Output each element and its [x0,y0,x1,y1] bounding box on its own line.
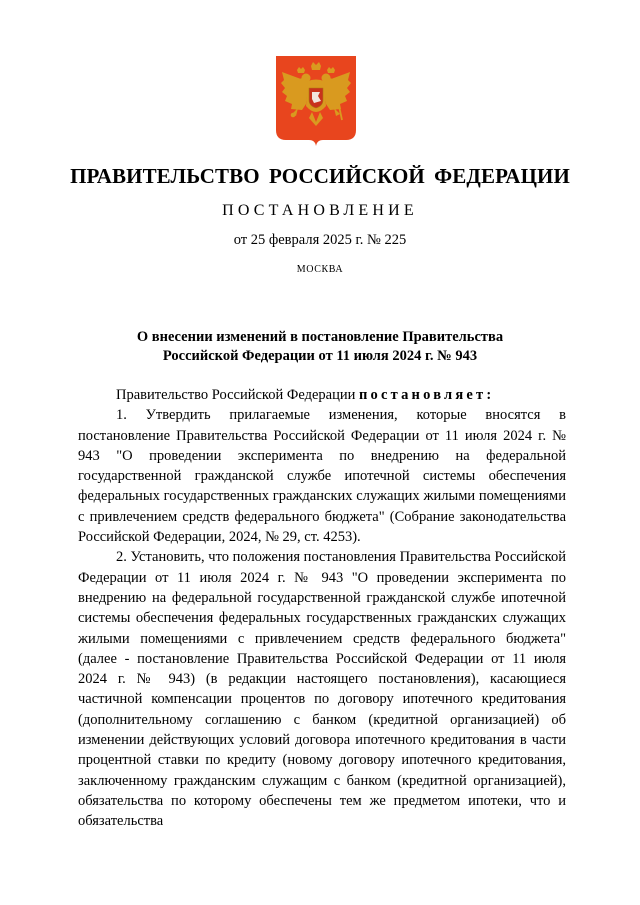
document-city: МОСКВА [296,264,344,275]
russian-coat-of-arms-icon [276,56,356,146]
body-intro-text: Правительство Российской Федерации [116,387,359,403]
body-paragraph-2: 2. Установить, что положения постановления Правительства Российской Федерации от 11 июля 2024 г. № 943 "О проведении эксперимента по внедрению на федеральной государственной гражданской службе ипотечной системы обеспечения федеральных государственных гражданских служащих жилыми помещениями с привлечением средств федерального бюджета" (далее - постановление Правительства Российской Федерации от 11 июля 2024 г. № 943) (в редакции настоящего постановления), касающиеся частичной компенсации процентов по договору ипотечного кредитования (дополнительному соглашению с банком (кредитной организацией) об изменении действующих условий договора ипотечного кредитования в части процентной ставки по кредиту (новому договору ипотечного кредитования, заключенному гражданским служащим с банком (кредитной организацией), обязательства по которому обеспечены тем же предметом ипотеки, что и обязательства [78,549,566,830]
body-paragraph-1: 1. Утвердить прилагаемые изменения, которые вносятся в постановление Правительства Российской Федерации от 11 июля 2024 г. № 943 "О проведении эксперимента по внедрению на федеральной государственной гражданской службе ипотечной системы обеспечения федеральных государственных гражданских служащих жилыми помещениями с привлечением средств федерального бюджета" (Собрание законодательства Российской Федерации, 2024, № 29, ст. 4253). [78,407,566,546]
document-body [78,385,566,832]
decree-word: постановляет: [358,387,495,403]
document-type: ПОСТАНОВЛЕНИЕ [222,202,418,219]
heading-line-1: О внесении изменений в постановление Правительства [136,329,504,345]
heading-line-2: Российской Федерации от 11 июля 2024 г. № 943 [162,348,478,364]
document-date-number: от 25 февраля 2025 г. № 225 [233,232,407,248]
government-title: ПРАВИТЕЛЬСТВО РОССИЙСКОЙ ФЕДЕРАЦИИ [70,164,570,188]
coat-of-arms-emblem [276,56,356,146]
body-intro-paragraph [78,385,566,405]
document-heading [0,328,640,366]
